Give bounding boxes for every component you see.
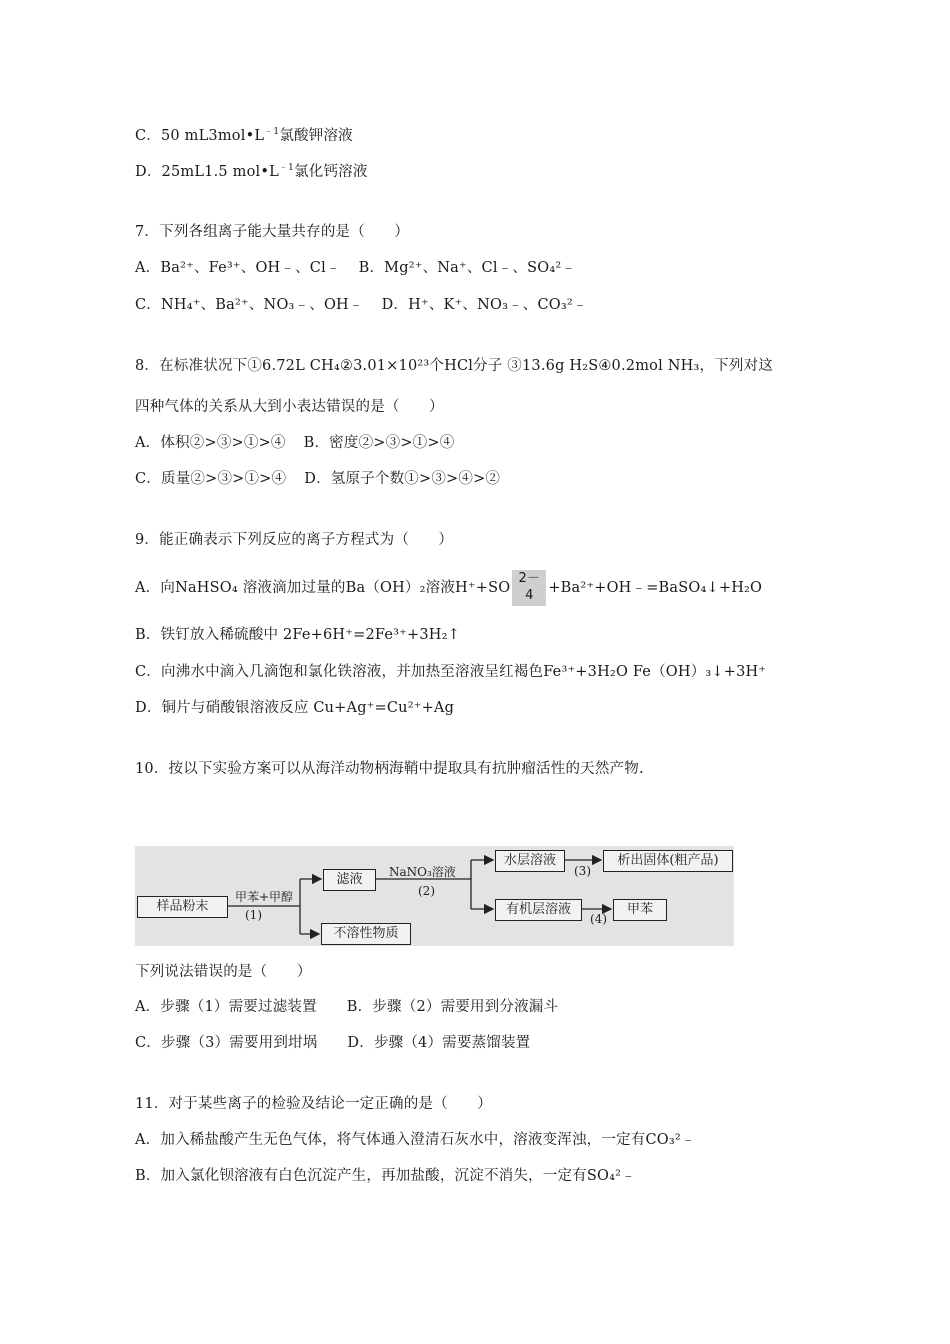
q8-option-a: A．体积②>③>①>④	[135, 435, 286, 451]
flow-label-step1: (1)	[245, 908, 262, 922]
q6-option-c: C．50 $mL3mol•L^{﹣1}$氯酸钾溶液	[135, 127, 353, 144]
q8-option-b: B．密度②>③>①>④	[303, 435, 455, 451]
q9-stem: 9．能正确表示下列反应的离子方程式为（ ）	[135, 532, 454, 548]
q10-options-ab	[135, 997, 558, 1017]
q8-stem-line1: 8．在标准状况下①6.72L CH₄②3.01×10²³个HCl分子 ③13.6g H₂S④0.2mol NH₃，下列对这	[135, 358, 773, 374]
flow-box-filtrate: 滤液	[323, 869, 376, 891]
q9-option-b: B．铁钉放入稀硫酸中 2Fe+6H⁺=2Fe³⁺+3H₂↑	[135, 627, 460, 643]
q9-option-d: D．铜片与硝酸银溶液反应 Cu+Ag⁺=Cu²⁺+Ag	[135, 700, 455, 716]
q10-option-d: D．步骤（4）需要蒸馏装置	[347, 1035, 531, 1051]
extraction-flowchart	[135, 846, 734, 946]
flow-box-toluene: 甲苯	[613, 899, 667, 921]
q10-option-b: B．步骤（2）需要用到分液漏斗	[346, 999, 559, 1015]
flow-label-step4: (4)	[590, 912, 607, 926]
q11-option-b: B．加入氯化钡溶液有白色沉淀产生，再加盐酸，沉淀不消失，一定有SO₄²﹣	[135, 1168, 636, 1184]
q11-option-a: A．加入稀盐酸产生无色气体，将气体通入澄清石灰水中，溶液变浑浊，一定有CO₃²﹣	[135, 1132, 696, 1148]
flow-box-aqueous-layer: 水层溶液	[495, 850, 565, 872]
q11-stem: 11．对于某些离子的检验及结论一定正确的是（ ）	[135, 1096, 492, 1112]
flow-label-step3: (3)	[574, 864, 591, 878]
q10-options-cd	[135, 1033, 530, 1053]
q9-option-a: A．向NaHSO₄ 溶液滴加过量的Ba（OH）₂溶液H⁺+SO 2－ 4 +Ba²⁺+OH﹣=BaSO₄↓+H₂O	[135, 578, 762, 598]
flow-box-insoluble: 不溶性物质	[321, 923, 411, 945]
q8-options-ab	[135, 433, 454, 453]
q9-option-c: C．向沸水中滴入几滴饱和氯化铁溶液，并加热至溶液呈红褐色Fe³⁺+3H₂O Fe（OH）₃↓+3H⁺	[135, 664, 767, 680]
flow-label-step2: (2)	[418, 884, 435, 898]
q7-option-a: A．Ba²⁺、Fe³⁺、OH﹣、Cl﹣	[135, 260, 341, 276]
sulfate-charge-fraction: 2－ 4	[512, 570, 546, 606]
q7-option-b: B．Mg²⁺、Na⁺、Cl﹣、SO₄²﹣	[358, 260, 577, 276]
q7-options-ab	[135, 258, 576, 278]
q7-option-d: D．H⁺、K⁺、NO₃﹣、CO₃²﹣	[381, 297, 588, 313]
q8-option-c: C．质量②>③>①>④	[135, 471, 287, 487]
q10-stem: 10．按以下实验方案可以从海洋动物柄海鞘中提取具有抗肿瘤活性的天然产物.	[135, 761, 644, 777]
q7-options-cd	[135, 295, 588, 315]
q7-option-c: C．NH₄⁺、Ba²⁺、NO₃﹣、OH﹣	[135, 297, 364, 313]
q8-stem-line2: 四种气体的关系从大到小表达错误的是（ ）	[135, 399, 444, 415]
flow-box-precipitate: 析出固体(粗产品)	[603, 850, 733, 872]
q8-options-cd	[135, 469, 500, 489]
flow-box-sample-powder: 样品粉末	[137, 896, 228, 918]
flow-label-reagent2: NaNO₃溶液	[389, 865, 456, 879]
q10-option-a: A．步骤（1）需要过滤装置	[135, 999, 317, 1015]
flow-label-reagent1: 甲苯+甲醇	[235, 890, 294, 904]
q10-option-c: C．步骤（3）需要用到坩埚	[135, 1035, 318, 1051]
q7-stem: 7．下列各组离子能大量共存的是（ ）	[135, 224, 410, 240]
q10-question: 下列说法错误的是（ ）	[135, 964, 312, 980]
q8-option-d: D．氢原子个数①>③>④>②	[304, 471, 501, 487]
flow-box-organic-layer: 有机层溶液	[495, 899, 582, 921]
q6-option-d: D．25mL1.5 $mol•L^{﹣1}$氯化钙溶液	[135, 163, 368, 180]
